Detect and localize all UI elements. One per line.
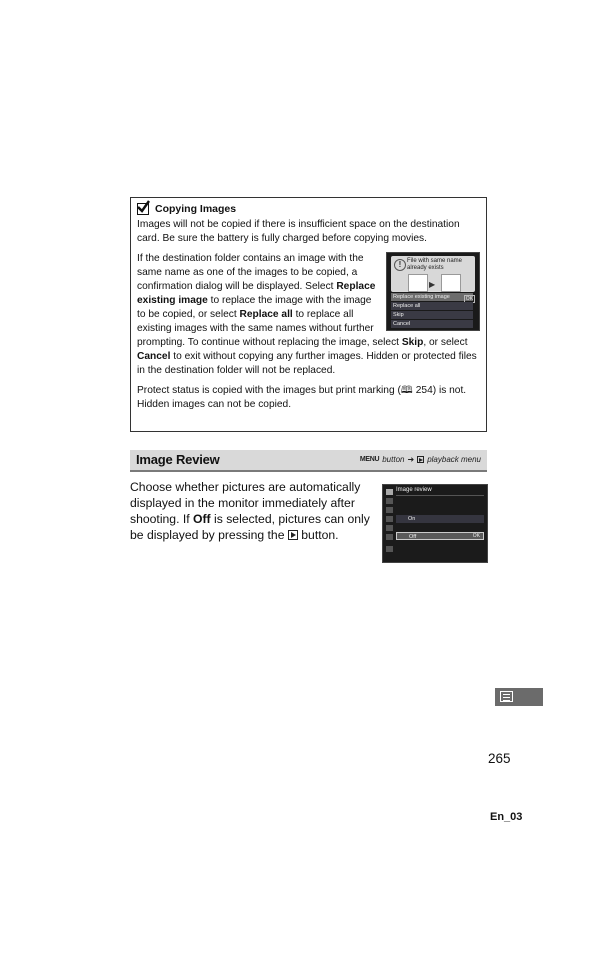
thumbnail-image [408,274,428,292]
crumb-menu-text: playback menu [427,455,481,464]
mymenu-tab-icon [386,534,393,540]
arrow-icon: ➜ [407,455,415,464]
text-run: button. [297,528,339,542]
menu-option-off [396,532,484,540]
dialog-message: File with same name already exists [407,258,463,271]
playback-button-icon [288,530,298,540]
bold-term: Replace existing image [137,281,376,306]
note-paragraph-3 [137,384,480,412]
text-run: Protect status is copied with the images but print marking ( [137,385,401,396]
menu-option-on [396,515,484,523]
menu-header: Image review [396,487,432,493]
menu-label: MENU [359,456,380,463]
replace-dialog-screenshot [386,252,480,331]
image-review-menu-screenshot [382,484,488,563]
arrow-right-icon: ▶ [429,280,436,289]
note-paragraph-1: Images will not be copied if there is insufficient space on the destination card. Be sure the battery is fully charged before copying movies. [137,219,460,244]
checkmark-icon [137,203,149,215]
menu-breadcrumb [360,455,481,464]
page-code: En_03 [490,811,523,823]
chapter-tab [495,688,543,706]
copying-images-note [130,197,487,432]
dialog-option-replace-all: Replace all [391,302,473,310]
text-run: to replace all existing images with the same names without further prompting. To continue without replacing the image, select [137,309,402,348]
section-title: Image Review [136,452,220,467]
section-header [130,450,487,472]
dialog-option-skip: Skip [391,311,473,319]
text-run: ) is not. Hidden images can not be copied. [137,385,467,410]
dialog-message-box [391,256,475,292]
dialog-option-cancel: Cancel [391,320,473,328]
page-number: 265 [488,751,511,766]
wrench-tab-icon [386,516,393,522]
bold-term: Cancel [137,351,171,362]
retouch-tab-icon [386,525,393,531]
note-title: Copying Images [155,203,237,215]
ok-badge: OK [465,296,473,302]
help-icon [386,546,393,552]
text-run: If the destination folder contains an image with the same name as one of the images to be copied, a confirmation dialog will be displayed. Select [137,253,364,292]
dialog-option-replace-existing: Replace existing image [391,293,473,301]
bold-term: Off [193,512,211,526]
text-run: Choose whether pictures are automatically displayed in the monitor immediately after shooting. If [130,480,361,526]
text-run: to replace the image with the image to be copied, or select [137,295,372,320]
text-run: , or select [423,337,468,348]
text-run: to exit without copying any further images. Hidden or protected files in the destination folder will not be replaced. [137,351,477,376]
book-reference-icon: 🕮 [400,385,413,396]
camera-tab-icon [386,498,393,504]
option-label: On [408,516,416,522]
thumbnail-image [441,274,461,292]
crumb-button-text: button [382,455,405,464]
note-header [137,202,480,216]
warning-icon: ! [394,259,406,271]
bold-term: Replace all [239,309,293,320]
page-reference: 254 [415,385,433,396]
pencil-tab-icon [386,507,393,513]
text-run: is selected, pictures can only be displayed by pressing the [130,512,370,542]
playback-tab-icon [386,489,393,495]
option-label: Off [409,534,417,540]
bold-term: Skip [401,337,424,348]
menu-list-icon [500,691,513,702]
image-review-description [130,479,380,543]
ok-badge: OK [472,533,480,539]
playback-icon [417,456,424,463]
menu-tab-column [385,489,394,559]
body-paragraph [130,479,380,543]
divider [396,495,484,496]
